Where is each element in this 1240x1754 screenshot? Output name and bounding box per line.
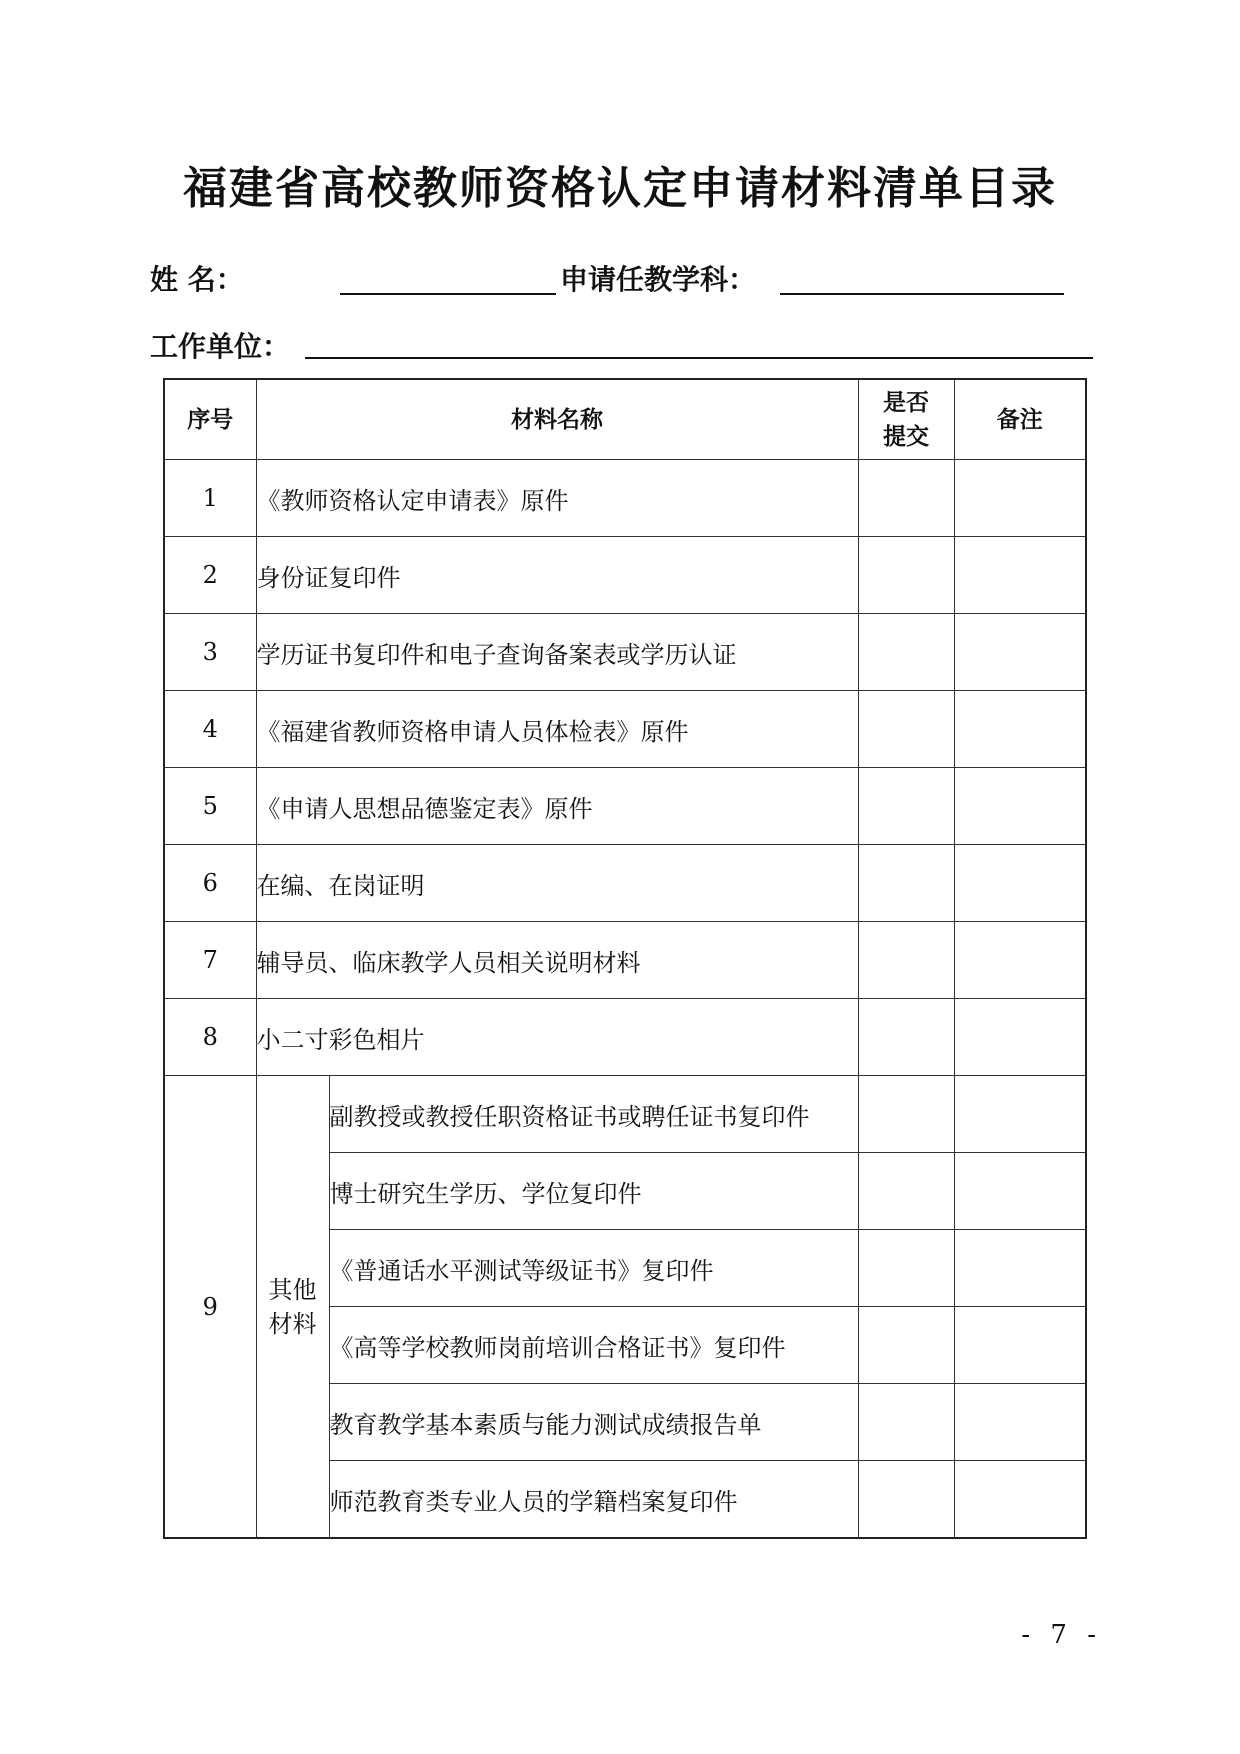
row-number: 5 xyxy=(164,768,256,845)
material-name: 身份证复印件 xyxy=(256,537,858,614)
submitted-cell[interactable] xyxy=(858,614,954,691)
materials-checklist-table xyxy=(163,378,1087,1539)
group-material-name: 《普通话水平测试等级证书》复印件 xyxy=(329,1230,858,1307)
subject-field[interactable] xyxy=(780,293,1064,295)
table-row-group xyxy=(164,1076,1086,1153)
group-material-name: 博士研究生学历、学位复印件 xyxy=(329,1153,858,1230)
material-name: 学历证书复印件和电子查询备案表或学历认证 xyxy=(256,614,858,691)
submitted-cell[interactable] xyxy=(858,691,954,768)
row-number: 1 xyxy=(164,460,256,537)
submitted-cell[interactable] xyxy=(858,999,954,1076)
material-name: 《福建省教师资格申请人员体检表》原件 xyxy=(256,691,858,768)
remarks-cell[interactable] xyxy=(954,1384,1086,1461)
unit-label: 工作单位： xyxy=(150,330,291,363)
table-row xyxy=(164,922,1086,999)
table-header-row xyxy=(164,379,1086,460)
group-label: 其他材料 xyxy=(268,1275,317,1338)
name-field[interactable] xyxy=(340,293,556,295)
header-material-name: 材料名称 xyxy=(256,379,858,460)
page-number: - 7 - xyxy=(1021,1620,1102,1650)
submitted-cell[interactable] xyxy=(858,460,954,537)
material-name: 小二寸彩色相片 xyxy=(256,999,858,1076)
remarks-cell[interactable] xyxy=(954,460,1086,537)
material-name: 《申请人思想品德鉴定表》原件 xyxy=(256,768,858,845)
unit-field[interactable] xyxy=(305,357,1093,359)
remarks-cell[interactable] xyxy=(954,1307,1086,1384)
table-row xyxy=(164,768,1086,845)
remarks-cell[interactable] xyxy=(954,537,1086,614)
table-row xyxy=(164,691,1086,768)
submitted-cell[interactable] xyxy=(858,768,954,845)
row-number: 6 xyxy=(164,845,256,922)
submitted-cell[interactable] xyxy=(858,1461,954,1539)
table-row xyxy=(164,614,1086,691)
submitted-cell[interactable] xyxy=(858,1384,954,1461)
remarks-cell[interactable] xyxy=(954,1153,1086,1230)
row-number: 4 xyxy=(164,691,256,768)
row-number: 3 xyxy=(164,614,256,691)
subject-label: 申请任教学科： xyxy=(560,263,757,296)
submitted-cell[interactable] xyxy=(858,1153,954,1230)
row-number: 2 xyxy=(164,537,256,614)
group-material-name: 教育教学基本素质与能力测试成绩报告单 xyxy=(329,1384,858,1461)
submitted-cell[interactable] xyxy=(858,1307,954,1384)
header-submitted-text: 是否提交 xyxy=(883,389,929,450)
group-label-cell xyxy=(256,1076,329,1539)
remarks-cell[interactable] xyxy=(954,1076,1086,1153)
material-name: 辅导员、临床教学人员相关说明材料 xyxy=(256,922,858,999)
remarks-cell[interactable] xyxy=(954,999,1086,1076)
remarks-cell[interactable] xyxy=(954,614,1086,691)
submitted-cell[interactable] xyxy=(858,1076,954,1153)
group-row-number: 9 xyxy=(164,1076,256,1539)
document-title: 福建省高校教师资格认定申请材料清单目录 xyxy=(183,163,1057,214)
submitted-cell[interactable] xyxy=(858,845,954,922)
row-number: 7 xyxy=(164,922,256,999)
remarks-cell[interactable] xyxy=(954,1461,1086,1539)
header-remarks: 备注 xyxy=(954,379,1086,460)
header-submitted xyxy=(858,379,954,460)
header-no: 序号 xyxy=(164,379,256,460)
table-row xyxy=(164,999,1086,1076)
group-material-name: 《高等学校教师岗前培训合格证书》复印件 xyxy=(329,1307,858,1384)
table-row xyxy=(164,537,1086,614)
group-material-name: 副教授或教授任职资格证书或聘任证书复印件 xyxy=(329,1076,858,1153)
row-number: 8 xyxy=(164,999,256,1076)
table-row xyxy=(164,845,1086,922)
remarks-cell[interactable] xyxy=(954,922,1086,999)
remarks-cell[interactable] xyxy=(954,691,1086,768)
submitted-cell[interactable] xyxy=(858,922,954,999)
submitted-cell[interactable] xyxy=(858,537,954,614)
table-row xyxy=(164,460,1086,537)
material-name: 在编、在岗证明 xyxy=(256,845,858,922)
submitted-cell[interactable] xyxy=(858,1230,954,1307)
group-material-name: 师范教育类专业人员的学籍档案复印件 xyxy=(329,1461,858,1539)
material-name: 《教师资格认定申请表》原件 xyxy=(256,460,858,537)
remarks-cell[interactable] xyxy=(954,1230,1086,1307)
name-label: 姓 名： xyxy=(150,263,244,296)
remarks-cell[interactable] xyxy=(954,768,1086,845)
remarks-cell[interactable] xyxy=(954,845,1086,922)
